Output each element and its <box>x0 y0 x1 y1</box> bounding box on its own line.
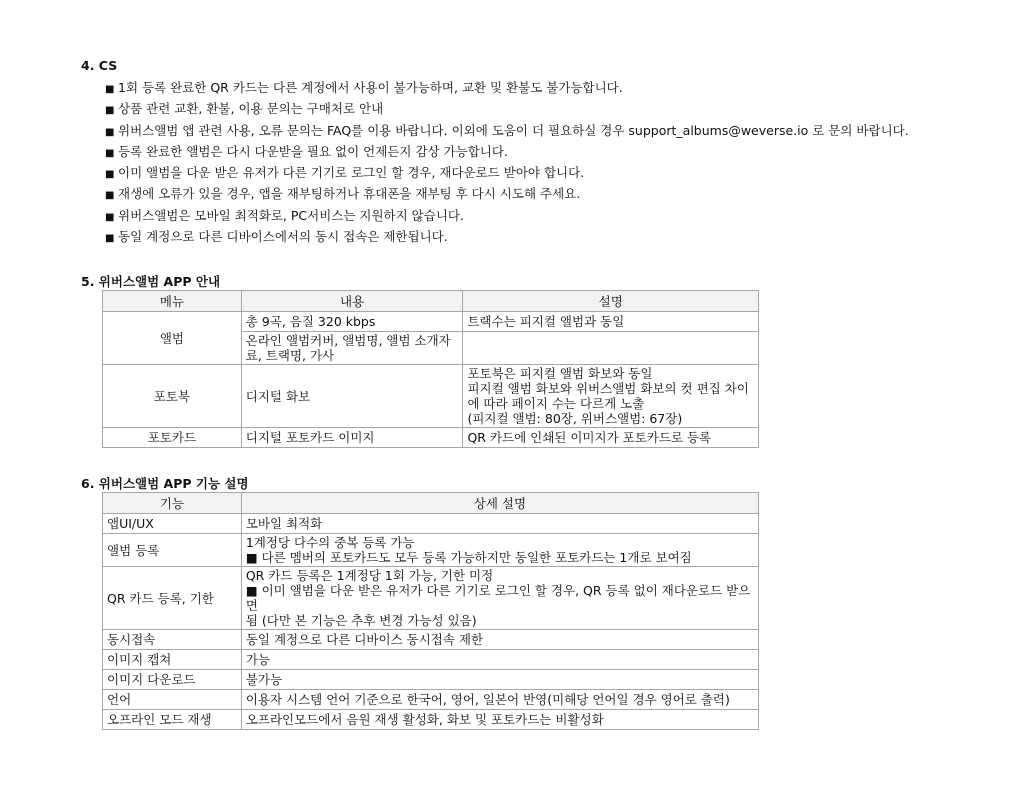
feature-cell: 앨범 등록 <box>103 534 242 567</box>
description-cell: 트랙수는 피지컬 앨범과 동일 <box>463 312 759 332</box>
table-header-cell: 기능 <box>103 493 242 514</box>
feature-cell: 동시접속 <box>103 630 242 650</box>
table-row <box>103 534 759 567</box>
table-header-row <box>103 291 759 312</box>
cs-bullet-list <box>105 80 909 250</box>
table-row <box>103 630 759 650</box>
description-cell <box>463 332 759 365</box>
content-cell: 온라인 앨범커버, 앨범명, 앨범 소개자 료, 트랙명, 가사 <box>241 332 463 365</box>
list-item: ■ 위버스앨범 앱 관련 사용, 오류 문의는 FAQ를 이용 바랍니다. 이외에 도움이 더 필요하실 경우 support_albums@weverse.io 로 문의 바랍니다. <box>105 123 909 144</box>
table-header-cell: 상세 설명 <box>241 493 758 514</box>
menu-cell: 포토카드 <box>103 428 242 448</box>
features-section-title: 6. 위버스앨범 APP 기능 설명 <box>81 476 249 491</box>
table-header-cell: 내용 <box>241 291 463 312</box>
table-row <box>103 312 759 332</box>
table-row <box>103 514 759 534</box>
detail-cell: 모바일 최적화 <box>241 514 758 534</box>
features-table <box>102 492 759 730</box>
cs-section-title: 4. CS <box>81 58 118 73</box>
list-item: ■ 재생에 오류가 있을 경우, 앱을 재부팅하거나 휴대폰을 재부팅 후 다시 시도해 주세요. <box>105 186 909 207</box>
table-header-row <box>103 493 759 514</box>
content-cell: 디지털 포토카드 이미지 <box>241 428 463 448</box>
content-cell: 디지털 화보 <box>241 365 463 428</box>
detail-cell: 가능 <box>241 650 758 670</box>
table-header-cell: 설명 <box>463 291 759 312</box>
feature-cell: QR 카드 등록, 기한 <box>103 567 242 630</box>
table-row <box>103 690 759 710</box>
table-row <box>103 365 759 428</box>
description-cell: 포토북은 피지컬 앨범 화보와 동일 피지컬 앨범 화보와 위버스앨범 화보의 컷 편집 차이 에 따라 페이지 수는 다르게 노출 (피지컬 앨범: 80장, 위버스앨범: 67장) <box>463 365 759 428</box>
detail-cell: 불가능 <box>241 670 758 690</box>
table-row <box>103 567 759 630</box>
square-bullet-icon: ■ <box>105 190 115 202</box>
feature-cell: 오프라인 모드 재생 <box>103 710 242 730</box>
table-row <box>103 428 759 448</box>
app-guide-section-title: 5. 위버스앨범 APP 안내 <box>81 274 221 289</box>
detail-cell: 1계정당 다수의 중복 등록 가능 ■ 다른 멤버의 포토카드도 모두 등록 가능하지만 동일한 포토카드는 1개로 보여짐 <box>241 534 758 567</box>
feature-cell: 이미지 캡쳐 <box>103 650 242 670</box>
menu-cell: 포토북 <box>103 365 242 428</box>
square-bullet-icon: ■ <box>105 105 115 117</box>
detail-cell: 오프라인모드에서 음원 재생 활성화, 화보 및 포토카드는 비활성화 <box>241 710 758 730</box>
list-item: ■ 등록 완료한 앨범은 다시 다운받을 필요 없이 언제든지 감상 가능합니다. <box>105 144 909 165</box>
detail-cell: 동일 계정으로 다른 디바이스 동시접속 제한 <box>241 630 758 650</box>
list-item: ■ 이미 앨범을 다운 받은 유저가 다른 기기로 로그인 할 경우, 재다운로드 받아야 합니다. <box>105 165 909 186</box>
list-item: ■ 1회 등록 완료한 QR 카드는 다른 계정에서 사용이 불가능하며, 교환 및 환불도 불가능합니다. <box>105 80 909 101</box>
list-item: ■ 동일 계정으로 다른 디바이스에서의 동시 접속은 제한됩니다. <box>105 229 909 250</box>
feature-cell: 언어 <box>103 690 242 710</box>
square-bullet-icon: ■ <box>105 233 115 245</box>
table-row <box>103 650 759 670</box>
square-bullet-icon: ■ <box>105 126 115 138</box>
square-bullet-icon: ■ <box>105 147 115 159</box>
detail-cell: QR 카드 등록은 1계정당 1회 가능, 기한 미정 ■ 이미 앨범을 다운 받은 유저가 다른 기기로 로그인 할 경우, QR 등록 없이 재다운로드 받으면 됨 (다만 본 기능은 추후 변경 가능성 있음) <box>241 567 758 630</box>
app-guide-table <box>102 290 759 448</box>
square-bullet-icon: ■ <box>105 84 115 95</box>
square-bullet-icon: ■ <box>105 211 115 223</box>
table-row <box>103 710 759 730</box>
list-item: ■ 상품 관련 교환, 환불, 이용 문의는 구매처로 안내 <box>105 101 909 122</box>
table-row <box>103 670 759 690</box>
detail-cell: 이용자 시스템 언어 기준으로 한국어, 영어, 일본어 반영(미해당 언어일 경우 영어로 출력) <box>241 690 758 710</box>
square-bullet-icon: ■ <box>105 169 115 181</box>
menu-cell: 앨범 <box>103 312 242 365</box>
feature-cell: 이미지 다운로드 <box>103 670 242 690</box>
content-cell: 총 9곡, 음질 320 kbps <box>241 312 463 332</box>
description-cell: QR 카드에 인쇄된 이미지가 포토카드로 등록 <box>463 428 759 448</box>
table-header-cell: 메뉴 <box>103 291 242 312</box>
feature-cell: 앱UI/UX <box>103 514 242 534</box>
list-item: ■ 위버스앨범은 모바일 최적화로, PC서비스는 지원하지 않습니다. <box>105 208 909 229</box>
